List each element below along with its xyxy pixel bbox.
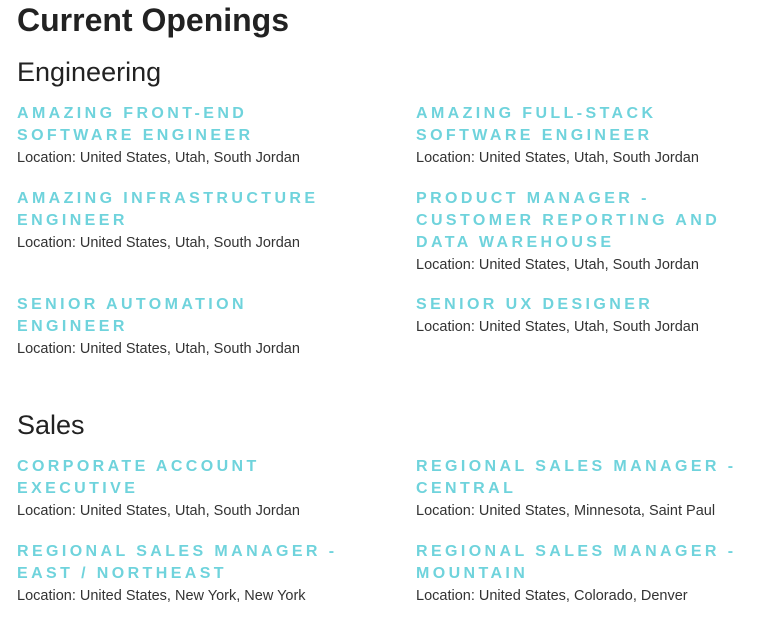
job-title-link[interactable]: AMAZING FULL-STACK SOFTWARE ENGINEER xyxy=(416,105,657,144)
job-listing xyxy=(17,188,357,252)
job-title-link[interactable]: AMAZING INFRASTRUCTURE ENGINEER xyxy=(17,190,319,229)
job-location: Location: United States, Minnesota, Saint Paul xyxy=(416,503,716,519)
job-listing xyxy=(17,294,357,358)
job-listing xyxy=(416,456,756,520)
job-location: Location: United States, Utah, South Jordan xyxy=(416,319,699,335)
job-location: Location: United States, Colorado, Denver xyxy=(416,588,688,604)
job-title-link[interactable]: AMAZING FRONT-END SOFTWARE ENGINEER xyxy=(17,105,254,144)
job-location: Location: United States, Utah, South Jordan xyxy=(17,150,300,166)
job-location: Location: United States, Utah, South Jordan xyxy=(17,503,300,519)
job-listing xyxy=(17,541,357,605)
job-listing xyxy=(416,188,756,274)
job-location: Location: United States, New York, New York xyxy=(17,588,306,604)
job-title-link[interactable]: REGIONAL SALES MANAGER - MOUNTAIN xyxy=(416,543,737,582)
job-listing xyxy=(416,103,756,167)
job-location: Location: United States, Utah, South Jordan xyxy=(416,150,699,166)
job-listing xyxy=(416,294,756,336)
job-listing xyxy=(17,456,357,520)
job-title-link[interactable]: REGIONAL SALES MANAGER - EAST / NORTHEAST xyxy=(17,543,338,582)
job-title-link[interactable]: REGIONAL SALES MANAGER - CENTRAL xyxy=(416,458,737,497)
job-listing xyxy=(17,103,357,167)
page-title: Current Openings xyxy=(17,2,290,38)
job-title-link[interactable]: PRODUCT MANAGER - CUSTOMER REPORTING AND DATA WAREHOUSE xyxy=(416,190,721,251)
job-location: Location: United States, Utah, South Jordan xyxy=(17,341,300,357)
job-title-link[interactable]: SENIOR UX DESIGNER xyxy=(416,296,654,313)
job-title-link[interactable]: CORPORATE ACCOUNT EXECUTIVE xyxy=(17,458,260,497)
job-listing xyxy=(416,541,756,605)
job-location: Location: United States, Utah, South Jordan xyxy=(17,235,300,251)
job-location: Location: United States, Utah, South Jordan xyxy=(416,257,699,273)
section-title-sales: Sales xyxy=(17,410,85,440)
section-title-engineering: Engineering xyxy=(17,57,162,87)
job-title-link[interactable]: SENIOR AUTOMATION ENGINEER xyxy=(17,296,247,335)
